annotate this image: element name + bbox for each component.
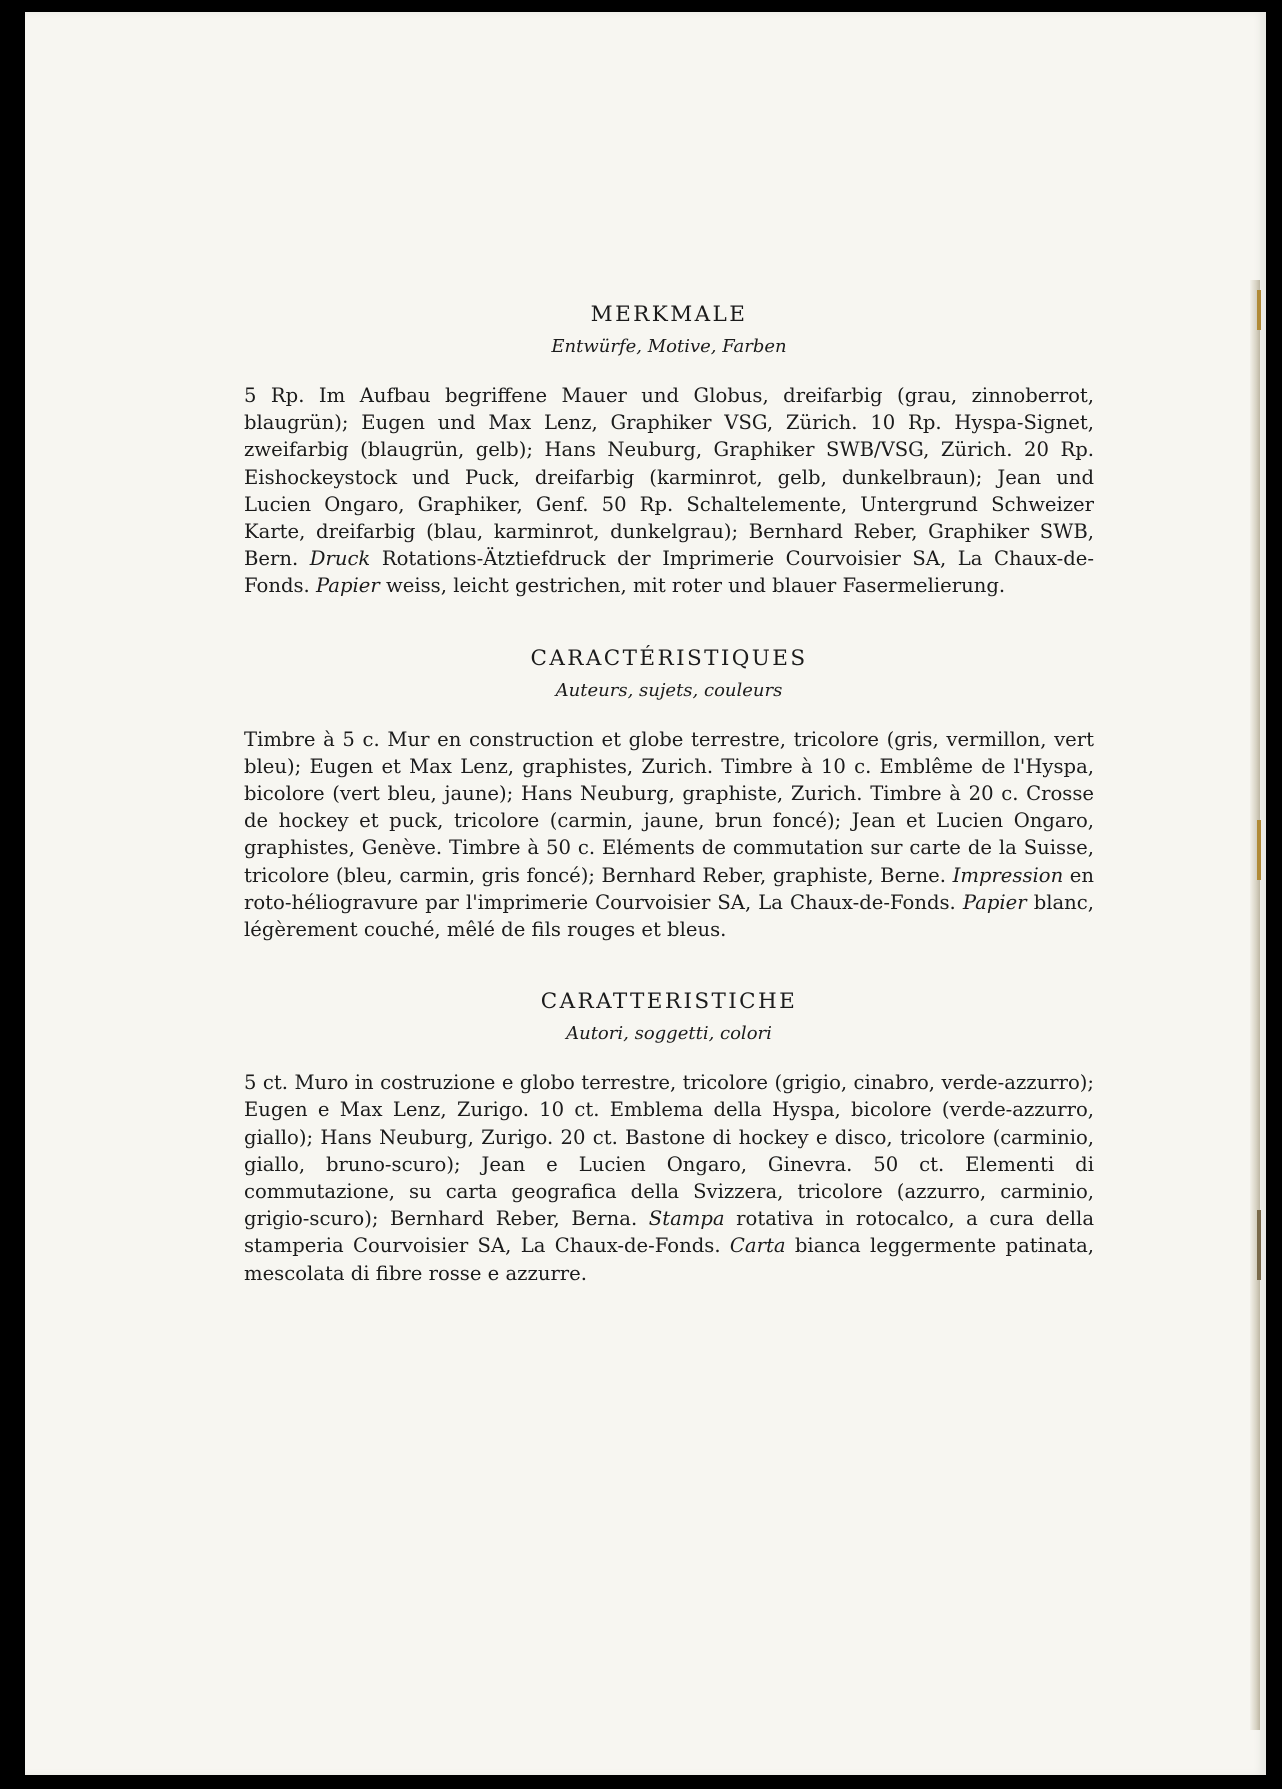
body-text: 5 Rp. Im Aufbau begriffene Mauer und Globus, dreifarbig (grau, zinnoberrot, blaugrün); Eugen und Max Lenz, Graphiker VSG, Zürich. 10 Rp. Hyspa-Signet, zweifarbig (blaugrün, gelb); Hans Neuburg, Graphiker SWB/VSG, Zürich. 20 Rp. Eishockeystock und Puck, dreifarbig (karminrot, gelb, dunkelbraun); Jean und Lucien Ongaro, Graphiker, Genf. 50 Rp. Schaltelemente, Untergrund Schweizer Karte, dreifarbig (blau, karminrot, dunkelgrau); Bernhard Reber, Graphiker SWB, Bern. bbox=[244, 384, 1094, 571]
section-caracteristiques bbox=[244, 644, 1094, 944]
body-text-italic: Papier bbox=[962, 890, 1027, 914]
body-text-italic: Druck bbox=[309, 547, 371, 571]
section-subtitle: Auteurs, sujets, couleurs bbox=[555, 679, 783, 701]
section-caratteristiche bbox=[244, 987, 1094, 1287]
booklet-spine-edge bbox=[1250, 280, 1260, 1730]
spine-shadow-mark bbox=[1257, 1210, 1261, 1280]
section-body bbox=[244, 726, 1094, 944]
spine-staple-mark bbox=[1257, 820, 1261, 880]
body-text: rotativa in rotocalco, a cura della stamperia Courvoisier SA, La Chaux-de-Fonds. bbox=[244, 1207, 1094, 1258]
document-content bbox=[244, 300, 1094, 1331]
body-text: blanc, légèrement couché, mêlé de fils rouges et bleus. bbox=[244, 890, 1095, 942]
body-text-italic: Stampa bbox=[648, 1207, 725, 1231]
body-text-italic: Papier bbox=[316, 574, 380, 598]
body-text-italic: Impression bbox=[952, 863, 1064, 887]
section-merkmale bbox=[244, 300, 1094, 600]
body-text: Timbre à 5 c. Mur en construction et globe terrestre, tricolore (gris, vermillon, vert bleu); Eugen et Max Lenz, graphistes, Zurich. Timbre à 10 c. Emblême de l'Hyspa, bicolore (vert bleu, jaune); Hans Neuburg, graphiste, Zurich. Timbre à 20 c. Crosse de hockey et puck, tricolore (carmin, jaune, brun foncé); Jean et Lucien Ongaro, graphistes, Genève. Timbre à 50 c. Eléments de commutation sur carte de la Suisse, tricolore (bleu, carmin, gris foncé); Bernhard Reber, graphiste, Berne. bbox=[244, 727, 1094, 887]
body-text: en roto-héliogravure par l'imprimerie Courvoisier SA, La Chaux-de-Fonds. bbox=[244, 863, 1095, 914]
body-text: bianca leggermente patinata, mescolata di fibre rosse e azzurre. bbox=[244, 1234, 1094, 1285]
body-text: weiss, leicht gestrichen, mit roter und blauer Fasermelierung. bbox=[379, 574, 1006, 598]
body-text-italic: Carta bbox=[729, 1234, 786, 1258]
body-text: Rotations-Ätztiefdruck der Imprimerie Courvoisier SA, La Chaux-de-Fonds. bbox=[244, 547, 1094, 598]
body-text: 5 ct. Muro in costruzione e globo terrestre, tricolore (grigio, cinabro, verde-azzurro); Eugen e Max Lenz, Zurigo. 10 ct. Emblema della Hyspa, bicolore (verde-azzurro, giallo); Hans Neuburg, Zurigo. 20 ct. Bastone di hockey e disco, tricolore (carminio, giallo, bruno-scuro); Jean e Lucien Ongaro, Ginevra. 50 ct. Elementi di commutazione, su carta geografica della Svizzera, tricolore (azzurro, carminio, grigio-scuro); Bernhard Reber, Berna. bbox=[244, 1071, 1094, 1231]
section-title: CARACTÉRISTIQUES bbox=[530, 645, 808, 671]
section-title: CARATTERISTICHE bbox=[540, 989, 798, 1015]
section-subtitle: Autori, soggetti, colori bbox=[566, 1023, 772, 1045]
section-body bbox=[244, 382, 1094, 600]
section-body bbox=[244, 1069, 1094, 1287]
section-title: MERKMALE bbox=[590, 302, 748, 327]
section-subtitle: Entwürfe, Motive, Farben bbox=[551, 336, 787, 357]
spine-staple-mark bbox=[1257, 290, 1261, 330]
